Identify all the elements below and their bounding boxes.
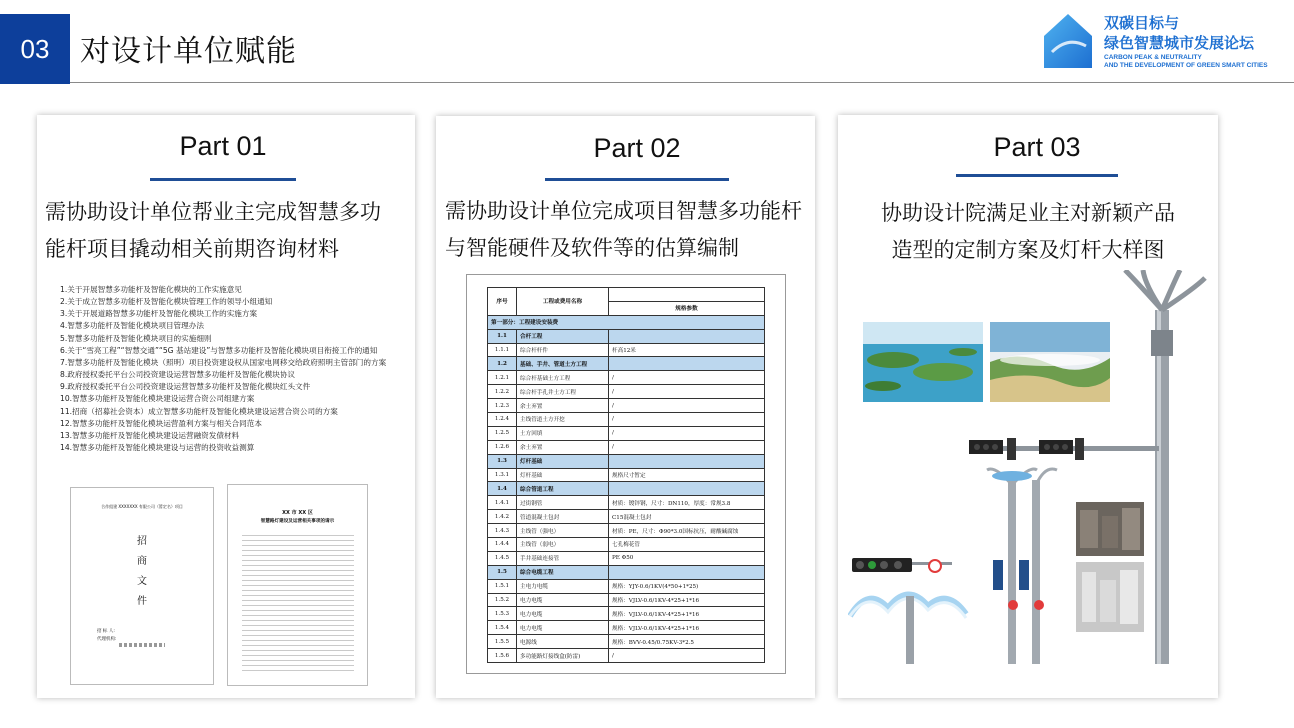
table-row xyxy=(488,357,765,371)
table-cell-spec: 杆高12米 xyxy=(609,343,765,357)
table-cell-no: 1.4.3 xyxy=(488,524,517,538)
table-cell-no: 1.5 xyxy=(488,565,517,579)
table-row xyxy=(488,482,765,496)
table-cell-name: 灯杆基础 xyxy=(517,468,609,482)
table-cell-name: 主线管（弱电） xyxy=(517,538,609,552)
table-cell-name: 合杆工程 xyxy=(517,329,609,343)
table-cell-spec xyxy=(609,329,765,343)
table-cell-spec xyxy=(609,482,765,496)
part-01-title: Part 01 xyxy=(179,131,267,161)
table-cell-no: 1.3 xyxy=(488,454,517,468)
part-03-desc-line1: 协助设计院满足业主对新颖产品 xyxy=(881,201,1175,225)
table-head-name: 工程或费用名称 xyxy=(517,288,609,316)
table-row xyxy=(488,510,765,524)
list-item: 6.关于“雪亮工程”“智慧交通”“5G 基站建设”与智慧多功能杆及智能化模块项目衔接工作的通知 xyxy=(60,345,378,355)
table-cell-name: 综合杆基础土方工程 xyxy=(517,371,609,385)
tender-title-char: 招 xyxy=(137,536,147,547)
request-doc-body xyxy=(242,535,354,675)
table-cell-name: 主线管道土方开挖 xyxy=(517,413,609,427)
list-item: 4.智慧多功能杆及智能化模块项目管理办法 xyxy=(60,321,204,331)
table-row xyxy=(488,468,765,482)
table-cell-no: 1.4.4 xyxy=(488,538,517,552)
table-row xyxy=(488,579,765,593)
table-row xyxy=(488,329,765,343)
part-02-desc-line2: 与智能硬件及软件等的估算编制 xyxy=(445,236,739,260)
logo-title-line2: 绿色智慧城市发展论坛 xyxy=(1104,34,1255,52)
part-02-title: Part 02 xyxy=(593,133,681,163)
table-cell-no: 1.1 xyxy=(488,329,517,343)
table-head-no: 序号 xyxy=(488,288,517,316)
table-cell-no: 1.4.5 xyxy=(488,551,517,565)
table-cell-name: 综合杆手孔井土方工程 xyxy=(517,385,609,399)
part-02-underline xyxy=(545,178,729,181)
part-03-title: Part 03 xyxy=(993,132,1081,162)
table-cell-no: 1.2.3 xyxy=(488,399,517,413)
tender-doc-date-mark xyxy=(119,643,165,647)
header-divider xyxy=(70,82,1294,83)
consulting-materials-list xyxy=(60,284,386,454)
table-cell-no: 1.2.5 xyxy=(488,426,517,440)
table-cell-name: 电力电缆 xyxy=(517,607,609,621)
part-02-desc-line1: 需协助设计单位完成项目智慧多功能杆 xyxy=(445,199,802,223)
table-cell-spec xyxy=(609,565,765,579)
table-cell-no: 1.4.2 xyxy=(488,510,517,524)
list-item: 8.政府授权委托平台公司投资建设运营智慧多功能杆及智能化模块协议 xyxy=(60,370,296,380)
table-cell-spec: 规格：YJY-0.6/1KV(4*50+1*25) xyxy=(609,579,765,593)
part-01-description xyxy=(45,194,410,268)
table-row xyxy=(488,551,765,565)
tender-title-char: 文 xyxy=(137,576,147,587)
list-item: 7.智慧多功能杆及智能化模块（照明）项目投资建设权从国家电网移交给政府照明主管部门的方案 xyxy=(60,357,387,367)
list-item: 13.智慧多功能杆及智能化模块建设运营融资发债材料 xyxy=(60,430,240,440)
table-cell-name: 管道混凝土包封 xyxy=(517,510,609,524)
table-cell-no: 1.5.6 xyxy=(488,649,517,663)
table-row xyxy=(488,371,765,385)
table-cell-no: 1.4.1 xyxy=(488,496,517,510)
list-item: 9.政府授权委托平台公司投资建设运营智慧多功能杆及智能化模块红头文件 xyxy=(60,382,311,392)
table-row xyxy=(488,538,765,552)
page-title: 对设计单位赋能 xyxy=(80,34,297,69)
table-cell-name: 土方回填 xyxy=(517,426,609,440)
forum-logo xyxy=(1042,12,1292,74)
part-03-desc-line2: 造型的定制方案及灯杆大样图 xyxy=(891,238,1165,262)
request-doc-title1: XX 市 XX 区 xyxy=(282,510,313,516)
table-row xyxy=(488,399,765,413)
table-cell-spec: / xyxy=(609,426,765,440)
logo-english-line1: CARBON PEAK & NEUTRALITY xyxy=(1104,54,1202,61)
tender-doc-header: 合作组建 XXXXXXX 有限公司（暂定名）项目 xyxy=(101,504,183,509)
table-cell-name: 余土弃置 xyxy=(517,399,609,413)
table-cell-no: 1.1.1 xyxy=(488,343,517,357)
list-item: 2.关于成立智慧多功能杆及智能化模块管理工作的领导小组通知 xyxy=(60,297,273,307)
list-item: 5.智慧多功能杆及智能化模块项目的实施细则 xyxy=(60,333,212,343)
part-02-description xyxy=(445,193,813,267)
table-cell-spec: 规格：BVV-0.45/0.75KV-3*2.5 xyxy=(609,635,765,649)
estimate-table xyxy=(487,287,765,663)
part-03-underline xyxy=(956,174,1118,177)
table-cell-spec: 七孔梅花管 xyxy=(609,538,765,552)
table-cell-name: 余土弃置 xyxy=(517,440,609,454)
table-row xyxy=(488,440,765,454)
table-row xyxy=(488,426,765,440)
table-cell-name: 综合管道工程 xyxy=(517,482,609,496)
table-row xyxy=(488,635,765,649)
tender-title-char: 件 xyxy=(137,596,147,607)
table-head-spec: 规格参数 xyxy=(609,301,765,315)
list-item: 1.关于开展智慧多功能杆及智能化模块的工作实施意见 xyxy=(60,285,242,294)
table-cell-spec: 规格：VJLV-0.6/1KV-4*25+1*16 xyxy=(609,593,765,607)
table-cell-no: 1.2 xyxy=(488,357,517,371)
table-cell-name: 电源线 xyxy=(517,635,609,649)
table-cell-spec: C15混凝土包封 xyxy=(609,510,765,524)
list-item: 10.智慧多功能杆及智能化模块建设运营合资公司组建方案 xyxy=(60,394,255,404)
table-cell-name: 过街钢管 xyxy=(517,496,609,510)
logo-english-line2: AND THE DEVELOPMENT OF GREEN SMART CITIES xyxy=(1104,62,1268,69)
table-cell-spec: / xyxy=(609,371,765,385)
table-cell-spec: 材质：PE，尺寸：Φ90*3.0国标抗压，耐酸碱腐蚀 xyxy=(609,524,765,538)
house-logo-icon xyxy=(1042,12,1094,70)
tender-document-thumbnail xyxy=(70,487,214,685)
table-part1-row: 第一部分：工程建设安装费 xyxy=(488,315,765,329)
table-cell-name: 主电力电缆 xyxy=(517,579,609,593)
tender-doc-title xyxy=(131,532,153,612)
table-cell-spec: / xyxy=(609,440,765,454)
logo-title-line1: 双碳目标与 xyxy=(1104,14,1180,32)
table-cell-name: 综合电缆工程 xyxy=(517,565,609,579)
table-row xyxy=(488,385,765,399)
table-head-blank xyxy=(609,288,765,302)
table-cell-spec: 规格尺寸暂定 xyxy=(609,468,765,482)
table-row xyxy=(488,593,765,607)
table-cell-spec: 材质：镀锌钢，尺寸：DN110，厚度：常规3.8 xyxy=(609,496,765,510)
table-cell-no: 1.5.5 xyxy=(488,635,517,649)
part-01-desc-line1: 需协助设计单位帮业主完成智慧多功 xyxy=(45,200,381,224)
request-document-thumbnail xyxy=(227,484,368,686)
estimate-table-image xyxy=(466,274,786,674)
list-item: 3.关于开展道路智慧多功能杆及智能化模块工作的实施方案 xyxy=(60,309,258,319)
table-cell-no: 1.5.2 xyxy=(488,593,517,607)
table-cell-name: 电力电缆 xyxy=(517,593,609,607)
table-cell-spec: PE Φ50 xyxy=(609,551,765,565)
table-cell-name: 综合杆杆件 xyxy=(517,343,609,357)
part-01-desc-line2: 能杆项目撬动相关前期咨询材料 xyxy=(45,237,339,261)
table-cell-name: 电力电缆 xyxy=(517,621,609,635)
part-03-description xyxy=(838,195,1218,269)
table-cell-no: 1.2.4 xyxy=(488,413,517,427)
table-cell-no: 1.2.2 xyxy=(488,385,517,399)
table-cell-no: 1.5.4 xyxy=(488,621,517,635)
table-cell-no: 1.3.1 xyxy=(488,468,517,482)
table-cell-spec: 规格：VJLV-0.6/1KV-4*25+1*16 xyxy=(609,607,765,621)
request-doc-title2: 智慧路灯建设及运营相关事项的请示 xyxy=(260,519,335,524)
table-cell-spec xyxy=(609,357,765,371)
list-item: 11.招商（招募社会资本）成立智慧多功能杆及智能化模块建设运营合资公司的方案 xyxy=(60,406,338,416)
table-cell-name: 多功能路灯接线盒(防雷) xyxy=(517,649,609,663)
table-row xyxy=(488,454,765,468)
table-row xyxy=(488,607,765,621)
table-cell-no: 1.5.3 xyxy=(488,607,517,621)
table-cell-name: 主线管（强电） xyxy=(517,524,609,538)
table-cell-spec: / xyxy=(609,399,765,413)
table-row xyxy=(488,343,765,357)
table-cell-no: 1.5.1 xyxy=(488,579,517,593)
table-row xyxy=(488,524,765,538)
table-cell-name: 灯杆基础 xyxy=(517,454,609,468)
table-cell-spec: / xyxy=(609,649,765,663)
table-cell-spec xyxy=(609,454,765,468)
tender-doc-footer2: 代理机构: xyxy=(97,637,117,642)
table-cell-spec: / xyxy=(609,385,765,399)
table-cell-spec: / xyxy=(609,413,765,427)
table-cell-spec: 规格：VJLV-0.6/1KV-4*25+1*16 xyxy=(609,621,765,635)
tender-title-char: 商 xyxy=(137,556,147,567)
table-cell-no: 1.2.6 xyxy=(488,440,517,454)
table-row xyxy=(488,496,765,510)
table-cell-no: 1.4 xyxy=(488,482,517,496)
wave-pole-drawing xyxy=(848,556,988,664)
table-row xyxy=(488,565,765,579)
table-row xyxy=(488,649,765,663)
table-cell-no: 1.2.1 xyxy=(488,371,517,385)
table-cell-name: 手井基础连接管 xyxy=(517,551,609,565)
section-number: 03 xyxy=(0,14,70,84)
list-item: 14.智慧多功能杆及智能化模块建设与运营的投资收益测算 xyxy=(60,443,255,453)
table-cell-name: 基础、手井、管道土方工程 xyxy=(517,357,609,371)
table-row xyxy=(488,413,765,427)
tender-doc-footer1: 招 标 人: xyxy=(97,629,115,634)
part-01-underline xyxy=(150,178,296,181)
relief-sculpture-photo xyxy=(1076,502,1144,556)
relief-drawing-photo xyxy=(1076,562,1144,632)
slide-header xyxy=(0,0,1294,84)
list-item: 12.智慧多功能杆及智能化模块运营盈利方案与相关合同范本 xyxy=(60,418,262,428)
table-row xyxy=(488,621,765,635)
